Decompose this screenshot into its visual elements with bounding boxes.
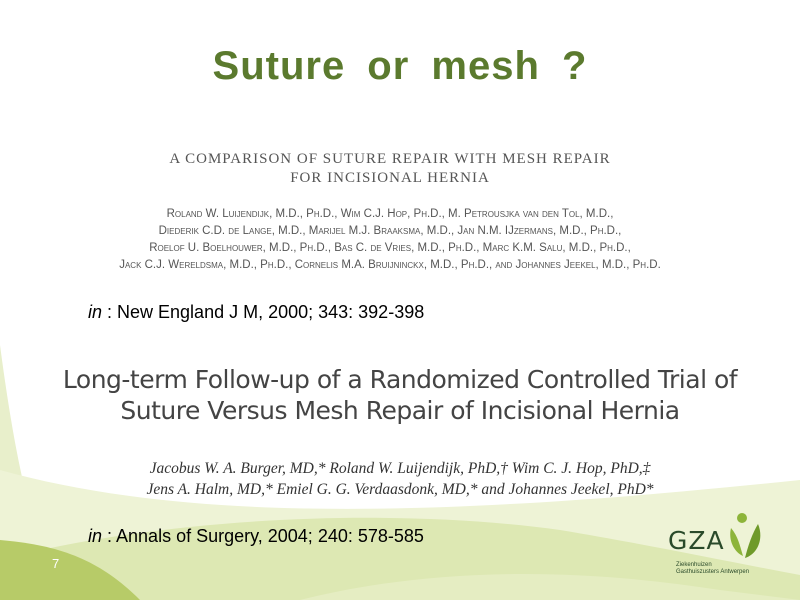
paper1-citation (88, 302, 424, 323)
paper1-author-line: Jack C.J. Wereldsma, M.D., Ph.D., Cornelis M.A. Bruijninckx, M.D., Ph.D., and Johannes Jeekel, M.D., Ph.D. (119, 259, 661, 271)
paper1-author-line: Roelof U. Boelhouwer, M.D., Ph.D., Bas C. de Vries, M.D., Ph.D., Marc K.M. Salu, M.D., Ph.D., (149, 242, 631, 254)
paper2-citation (88, 526, 424, 547)
citation-text: : Annals of Surgery, 2004; 240: 578-585 (102, 526, 424, 546)
paper1-author-line: Diederik C.D. de Lange, M.D., Marijel M.J. Braaksma, M.D., Jan N.M. IJzermans, M.D., Ph.D., (158, 225, 622, 237)
logo-subtitle-2: Gasthuiszusters Antwerpen (676, 569, 750, 575)
logo-text: GZA (668, 526, 725, 555)
logo-subtitle-1: Ziekenhuizen (676, 562, 712, 568)
citation-prefix: in (88, 302, 103, 322)
gza-logo (668, 512, 768, 582)
paper1-title-line1: A COMPARISON OF SUTURE REPAIR WITH MESH REPAIR (169, 151, 611, 167)
paper1-title-line2: FOR INCISIONAL HERNIA (290, 170, 490, 186)
paper2-author-line: Jacobus W. A. Burger, MD,* Roland W. Luijendijk, PhD,† Wim C. J. Hop, PhD,‡ (149, 460, 651, 477)
paper2-authors (0, 458, 800, 500)
paper1-author-line: Roland W. Luijendijk, M.D., Ph.D., Wim C.J. Hop, Ph.D., M. Petrousjka van den Tol, M.D., (166, 208, 614, 220)
page-number: 7 (52, 556, 60, 571)
citation-text: : New England J M, 2000; 343: 392-398 (102, 302, 425, 322)
gza-leaf-figure-icon (728, 512, 764, 562)
paper2-title-line1: Long-term Follow-up of a Randomized Controlled Trial of (62, 365, 738, 394)
slide-title: Suture or mesh ? (212, 44, 588, 88)
paper2-title (0, 364, 800, 426)
paper2-author-line: Jens A. Halm, MD,* Emiel G. G. Verdaasdonk, MD,* and Johannes Jeekel, PhD* (146, 481, 654, 498)
paper1-authors (0, 206, 780, 274)
paper1-title (0, 150, 780, 188)
citation-prefix: in (88, 526, 103, 546)
paper2-title-line2: Suture Versus Mesh Repair of Incisional Hernia (120, 396, 680, 425)
